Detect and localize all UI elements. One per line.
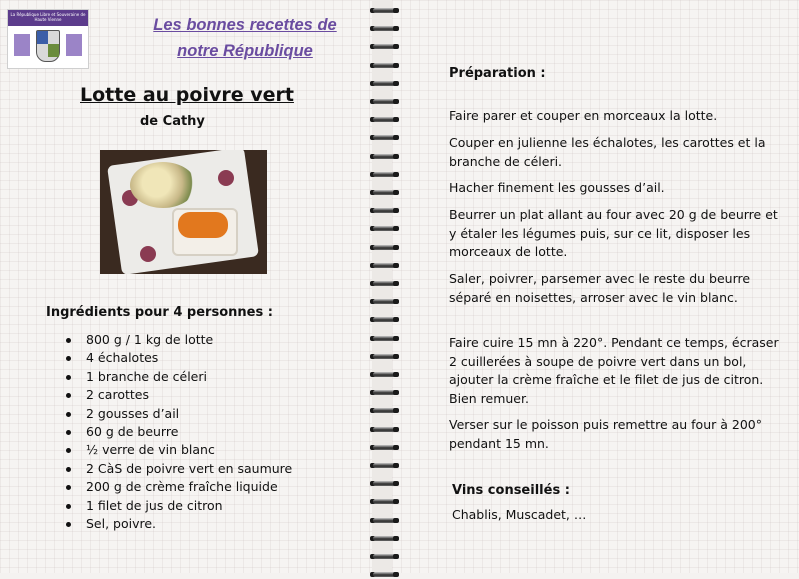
preparation-step: Verser sur le poisson puis remettre au four à 200° pendant 15 mn. <box>449 417 762 451</box>
spiral-ring <box>373 352 397 361</box>
spiral-ring <box>373 243 397 252</box>
spiral-ring <box>373 133 397 142</box>
wines-title: Vins conseillés : <box>452 483 570 498</box>
spiral-ring <box>373 188 397 197</box>
preparation-title: Préparation : <box>449 66 546 81</box>
ingredient-item: 1 branche de céleri <box>86 368 292 386</box>
ingredient-item: 60 g de beurre <box>86 423 292 441</box>
preparation-step: Faire parer et couper en morceaux la lotte. <box>449 108 718 123</box>
preparation-step: Beurrer un plat allant au four avec 20 g de beurre et y étaler les légumes puis, sur ce lit, disposer les morceaux de lotte. <box>449 207 778 259</box>
crest-icon <box>36 30 60 62</box>
ingredient-item: 2 gousses d’ail <box>86 405 292 423</box>
wines-text: Chablis, Muscadet, … <box>452 507 587 522</box>
spiral-ring <box>373 224 397 233</box>
ingredient-item: 4 échalotes <box>86 349 292 367</box>
spiral-ring <box>373 42 397 51</box>
spiral-ring <box>373 170 397 179</box>
spiral-ring <box>373 61 397 70</box>
spiral-ring <box>373 315 397 324</box>
ingredient-item: 200 g de crème fraîche liquide <box>86 478 292 496</box>
ingredient-item: 1 filet de jus de citron <box>86 497 292 515</box>
ingredient-item: Sel, poivre. <box>86 515 292 533</box>
ingredients-list <box>86 331 292 533</box>
spiral-ring <box>373 152 397 161</box>
spiral-ring <box>373 461 397 470</box>
header-line-2: notre République <box>177 42 313 60</box>
ingredients-title: Ingrédients pour 4 personnes : <box>46 305 273 320</box>
spiral-ring <box>373 97 397 106</box>
spiral-ring <box>373 6 397 15</box>
ingredient-item: 2 carottes <box>86 386 292 404</box>
spiral-ring <box>373 497 397 506</box>
spiral-ring <box>373 479 397 488</box>
spiral-ring <box>373 406 397 415</box>
header-line-1: Les bonnes recettes de <box>153 16 337 34</box>
republic-logo <box>7 9 89 69</box>
preparation-step: Hacher finement les gousses d’ail. <box>449 180 665 195</box>
spiral-ring <box>373 516 397 525</box>
spiral-ring <box>373 443 397 452</box>
spiral-binding <box>372 0 392 573</box>
logo-band-text: La République Libre et Souveraine de Haute Vienne <box>10 12 86 22</box>
spiral-ring <box>373 370 397 379</box>
spiral-ring <box>373 297 397 306</box>
recipe-author: de Cathy <box>140 114 205 129</box>
spiral-ring <box>373 425 397 434</box>
spiral-ring <box>373 261 397 270</box>
spiral-ring <box>373 534 397 543</box>
spiral-ring <box>373 552 397 561</box>
dish-photo <box>100 150 267 274</box>
spiral-ring <box>373 388 397 397</box>
ingredient-item: ½ verre de vin blanc <box>86 441 292 459</box>
spiral-ring <box>373 334 397 343</box>
preparation-step: Saler, poivrer, parsemer avec le reste du beurre séparé en noisettes, arroser avec le vin blanc. <box>449 271 751 305</box>
recipe-title: Lotte au poivre vert <box>80 84 294 106</box>
spiral-ring <box>373 79 397 88</box>
spiral-ring <box>373 570 397 579</box>
spiral-ring <box>373 115 397 124</box>
spiral-ring <box>373 206 397 215</box>
ingredient-item: 2 CàS de poivre vert en saumure <box>86 460 292 478</box>
preparation-step: Faire cuire 15 mn à 220°. Pendant ce temps, écraser 2 cuillerées à soupe de poivre vert dans un bol, ajouter la crème fraîche et le filet de jus de citron. Bien remuer. <box>449 335 779 406</box>
preparation-step: Couper en julienne les échalotes, les carottes et la branche de céleri. <box>449 135 766 169</box>
spiral-ring <box>373 279 397 288</box>
ingredient-item: 800 g / 1 kg de lotte <box>86 331 292 349</box>
spiral-ring <box>373 24 397 33</box>
